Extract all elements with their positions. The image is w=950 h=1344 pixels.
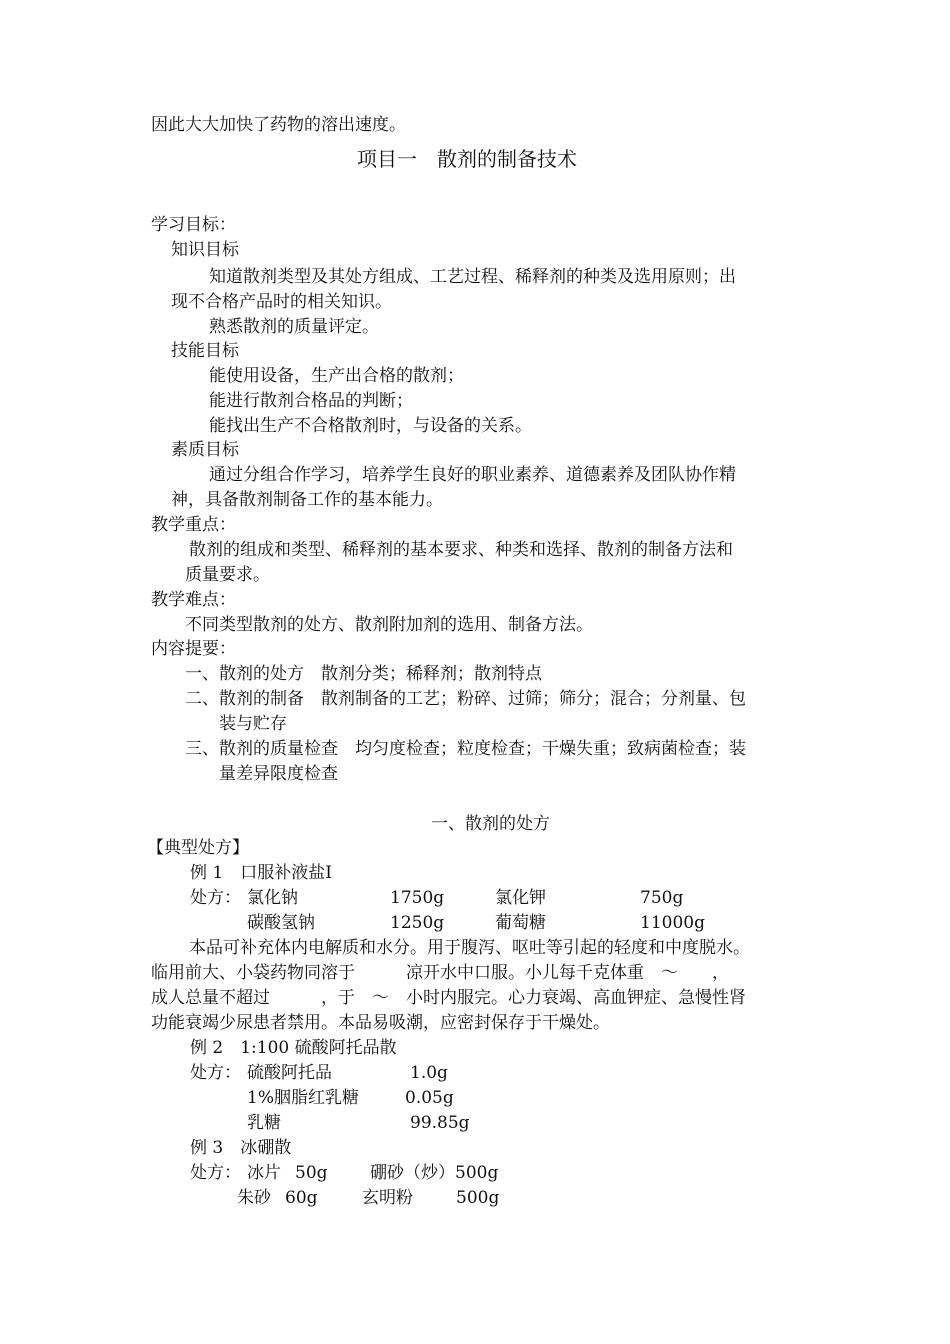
example1-desc: 功能衰竭少尿患者禁用。本品易吸潮，应密封保存于干燥处。 <box>151 1013 610 1033</box>
key-points-line: 质量要求。 <box>185 565 270 585</box>
ingredient-name: 硼砂（炒）500g <box>370 1163 499 1183</box>
quality-line: 神，具备散剂制备工作的基本能力。 <box>171 490 443 510</box>
skill-item: 能使用设备，生产出合格的散剂； <box>209 366 464 386</box>
ingredient-amount: 1250g <box>390 913 445 933</box>
ingredient-name: 氯化钠 <box>247 888 298 908</box>
key-points-heading: 教学重点： <box>151 515 236 535</box>
ingredient-amount: 750g <box>640 888 684 908</box>
knowledge-line: 熟悉散剂的质量评定。 <box>209 317 379 337</box>
knowledge-heading: 知识目标 <box>171 240 239 260</box>
ingredient-amount: 60g <box>285 1188 318 1208</box>
outline-heading: 内容提要： <box>151 639 236 659</box>
ingredient-name: 碳酸氢钠 <box>247 913 315 933</box>
ingredient-amount: 1.0g <box>410 1063 448 1083</box>
ingredient-name: 玄明粉 <box>362 1188 413 1208</box>
example1-desc: 成人总量不超过 ，于 ～ 小时内服完。心力衰竭、高血钾症、急慢性肾 <box>151 988 746 1008</box>
rx-label: 处方： <box>190 1163 241 1183</box>
quality-heading: 素质目标 <box>171 440 239 460</box>
skill-item: 能找出生产不合格散剂时，与设备的关系。 <box>209 416 532 436</box>
ingredient-name: 乳糖 <box>247 1113 281 1133</box>
example1-desc: 临用前大、小袋药物同溶于 凉开水中口服。小儿每千克体重 ～ ， <box>151 963 729 983</box>
rx-label: 处方： <box>190 1063 241 1083</box>
rx-label: 处方： <box>190 888 241 908</box>
difficulties-line: 不同类型散剂的处方、散剂附加剂的选用、制备方法。 <box>185 615 593 635</box>
outline-item: 量差异限度检查 <box>219 764 338 784</box>
ingredient-amount: 99.85g <box>410 1113 470 1133</box>
ingredient-amount: 500g <box>456 1188 500 1208</box>
objectives-heading: 学习目标： <box>151 215 236 235</box>
ingredient-amount: 0.05g <box>405 1088 454 1108</box>
ingredient-name: 冰片 <box>247 1163 281 1183</box>
key-points-line: 散剂的组成和类型、稀释剂的基本要求、种类和选择、散剂的制备方法和 <box>189 540 733 560</box>
outline-item: 二、散剂的制备 散剂制备的工艺；粉碎、过筛；筛分；混合；分剂量、包 <box>185 689 746 709</box>
example3-title: 例 3 冰硼散 <box>190 1138 292 1158</box>
outline-item: 装与贮存 <box>219 714 287 734</box>
ingredient-name: 硫酸阿托品 <box>247 1063 332 1083</box>
difficulties-heading: 教学难点： <box>151 590 236 610</box>
example1-title: 例 1 口服补液盐Ⅰ <box>190 863 332 883</box>
skill-item: 能进行散剂合格品的判断； <box>209 391 413 411</box>
ingredient-name: 1%胭脂红乳糖 <box>247 1088 359 1108</box>
quality-line: 通过分组合作学习，培养学生良好的职业素养、道德素养及团队协作精 <box>209 465 736 485</box>
project-title: 项目一 散剂的制备技术 <box>357 147 577 171</box>
ingredient-name: 氯化钾 <box>495 888 546 908</box>
knowledge-line: 现不合格产品时的相关知识。 <box>171 292 392 312</box>
skills-heading: 技能目标 <box>171 341 239 361</box>
ingredient-name: 朱砂 <box>237 1188 271 1208</box>
outline-item: 一、散剂的处方 散剂分类；稀释剂；散剂特点 <box>185 664 542 684</box>
intro-line: 因此大大加快了药物的溶出速度。 <box>151 115 406 135</box>
ingredient-name: 葡萄糖 <box>495 913 546 933</box>
example2-title: 例 2 1:100 硫酸阿托品散 <box>190 1038 397 1058</box>
example1-desc: 本品可补充体内电解质和水分。用于腹泻、呕吐等引起的轻度和中度脱水。 <box>189 938 750 958</box>
section-title: 一、散剂的处方 <box>431 814 550 834</box>
ingredient-amount: 1750g <box>390 888 445 908</box>
knowledge-line: 知道散剂类型及其处方组成、工艺过程、稀释剂的种类及选用原则；出 <box>209 267 736 287</box>
ingredient-amount: 50g <box>295 1163 328 1183</box>
typical-heading: 【典型处方】 <box>147 838 249 858</box>
ingredient-amount: 11000g <box>640 913 705 933</box>
outline-item: 三、散剂的质量检查 均匀度检查；粒度检查；干燥失重；致病菌检查；装 <box>185 739 746 759</box>
